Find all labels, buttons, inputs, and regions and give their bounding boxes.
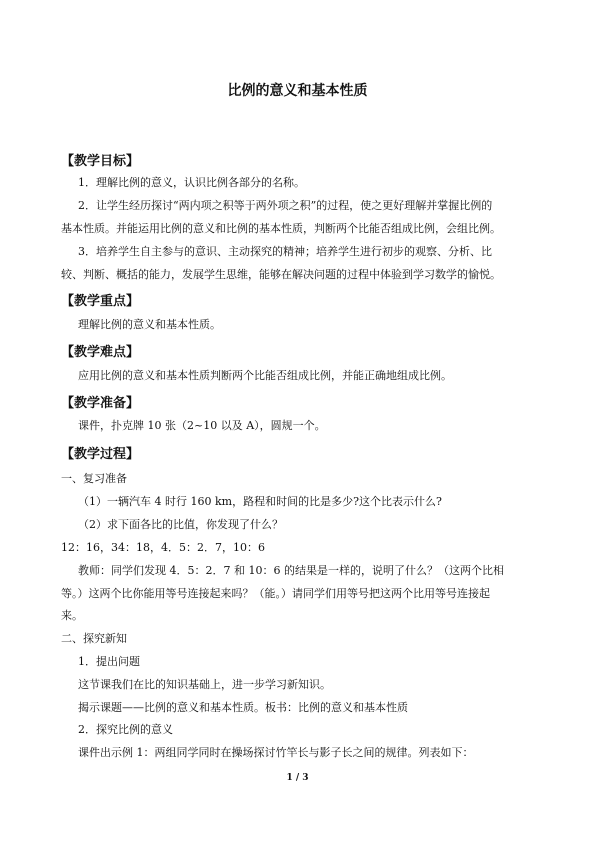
process-line-10: 这节课我们在比的知识基础上，进一步学习新知识。 [78,678,331,691]
process-line-4: 12：16，34：18，4．5：2．7，10：6 [61,541,265,554]
heading-goals: 【教学目标】 [61,154,140,169]
difficult-points-text: 应用比例的意义和基本性质判断两个比能否组成比例，并能正确地组成比例。 [78,369,452,382]
page-number: 1 / 3 [286,773,309,783]
process-line-7: 来。 [61,609,83,622]
process-line-12: 2．探究比例的意义 [78,723,173,736]
heading-process: 【教学过程】 [61,447,140,462]
goal-line-2: 2．让学生经历探讨“两内项之积等于两外项之积”的过程，使之更好理解并掌握比例的 [78,199,493,212]
heading-preparation: 【教学准备】 [61,396,140,411]
key-points-text: 理解比例的意义和基本性质。 [78,318,221,331]
preparation-text: 课件，扑克牌 10 张（2~10 以及 A），圆规一个。 [78,419,326,432]
heading-difficult-points: 【教学难点】 [61,345,140,360]
document-title: 比例的意义和基本性质 [227,83,368,99]
process-line-9: 1．提出问题 [78,655,140,668]
goal-line-3: 基本性质。并能运用比例的意义和比例的基本性质，判断两个比能否组成比例，会组比例。 [61,222,501,235]
process-line-13: 课件出示例 1：两组同学同时在操场探讨竹竿长与影子长之间的规律。列表如下： [78,746,474,759]
heading-key-points: 【教学重点】 [61,294,140,309]
process-line-1: 一、复习准备 [61,472,127,485]
goal-line-1: 1．理解比例的意义，认识比例各部分的名称。 [78,176,305,189]
process-line-3: （2）求下面各比的比值，你发现了什么？ [78,518,283,531]
goal-line-5: 较、判断、概括的能力，发展学生思维，能够在解决问题的过程中体验到学习数学的愉悦。 [61,268,501,281]
process-line-5: 教师：同学们发现 4．5：2．7 和 10：6 的结果是一样的，说明了什么？（这两个比相 [78,564,504,577]
process-line-6: 等。）这两个比你能用等号连接起来吗？（能。）请同学们用等号把这两个比用等号连接起 [61,587,490,600]
process-line-8: 二、探究新知 [61,632,127,645]
goal-line-4: 3．培养学生自主参与的意识、主动探究的精神；培养学生进行初步的观察、分析、比 [78,245,492,258]
process-line-2: （1）一辆汽车 4 时行 160 km，路程和时间的比是多少?这个比表示什么? [78,495,442,508]
process-line-11: 揭示课题——比例的意义和基本性质。板书：比例的意义和基本性质 [78,701,408,714]
